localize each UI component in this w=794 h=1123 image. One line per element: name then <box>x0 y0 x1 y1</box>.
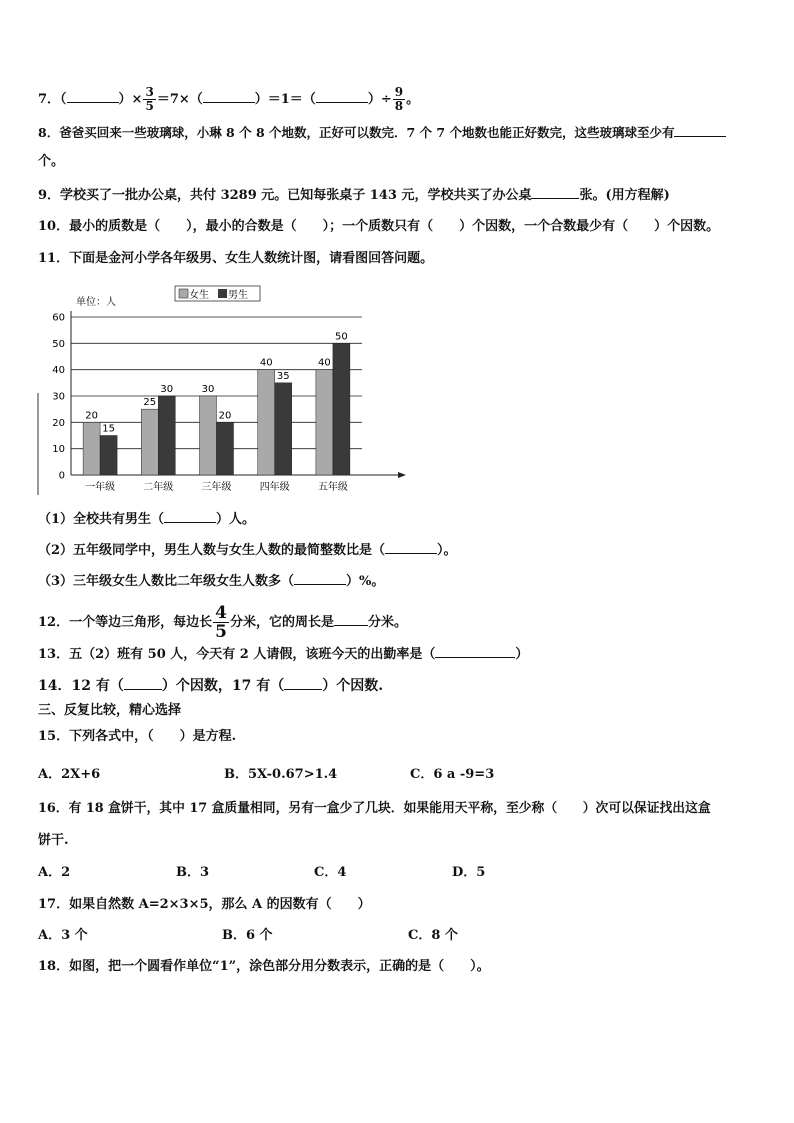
y-tick-label: 0 <box>58 470 65 482</box>
option-c[interactable]: C．8 个 <box>408 928 458 943</box>
bar-female <box>141 409 158 475</box>
bar-male <box>275 383 292 475</box>
option-a[interactable]: A．2X+6 <box>38 767 101 782</box>
y-tick-label: 40 <box>52 365 65 377</box>
question-18: 18．如图，把一个圆看作单位“1”，涂色部分用分数表示，正确的是（ ）。 <box>38 959 490 974</box>
x-tick-label: 一年级 <box>85 482 116 493</box>
option-b[interactable]: B．3 <box>176 865 210 880</box>
question-17: 17．如果自然数 A=2×3×5，那么 A 的因数有（ ） <box>38 897 371 912</box>
answer-blank[interactable] <box>385 541 437 554</box>
question-10: 10．最小的质数是（ ），最小的合数是（ ）；一个质数只有（ ）个因数，一个合数最少有（ ）个因数。 <box>38 219 720 234</box>
data-label: 20 <box>218 410 232 422</box>
option-a[interactable]: A．3 个 <box>38 928 88 943</box>
answer-blank[interactable] <box>334 613 368 626</box>
answer-blank[interactable] <box>294 572 346 585</box>
bar-female <box>83 422 100 475</box>
legend-swatch-male <box>218 289 227 298</box>
bar-male <box>333 343 350 475</box>
legend-label-male: 男生 <box>228 290 248 301</box>
y-tick-label: 60 <box>52 312 65 324</box>
x-tick-label: 三年级 <box>201 482 232 493</box>
question-11-sub2: （2）五年级同学中，男生人数与女生人数的最简整数比是（ ）。 <box>38 543 457 558</box>
question-16-line2: 饼干. <box>38 833 69 848</box>
data-label: 50 <box>335 331 348 343</box>
data-label: 15 <box>102 423 115 435</box>
bar-chart <box>36 283 416 501</box>
data-label: 30 <box>160 384 174 395</box>
question-11-sub3: （3）三年级女生人数比二年级女生人数多（ ）%。 <box>38 574 385 589</box>
option-b[interactable]: B．5X-0.67>1.4 <box>224 767 338 782</box>
question-17-options <box>38 927 458 945</box>
question-7: 7．（ ）× $\frac{3}{5}$ ＝7×（ ）＝1＝（ ）÷ $\frac{9}{8}$ 。 <box>38 85 420 113</box>
x-tick-label: 四年级 <box>259 482 290 493</box>
question-8: 8．爸爸买回来一些玻璃球，小琳 8 个 8 个地数，正好可以数完．7 个 7 个地数也能正好数完，这些玻璃球至少有 <box>38 124 726 142</box>
data-label: 35 <box>276 370 290 382</box>
chart-bars <box>83 343 350 475</box>
x-tick-label: 二年级 <box>143 482 174 493</box>
question-12: 12．一个等边三角形，每边长 $\frac{4}{5}$ 分米，它的周长是 分米。 <box>38 603 407 642</box>
question-14: 14．12 有（ ）个因数，17 有（ ）个因数. <box>38 678 384 694</box>
y-tick-label: 20 <box>52 417 65 429</box>
answer-blank[interactable] <box>203 90 255 103</box>
bar-male <box>158 396 175 475</box>
question-11: 11．下面是金河小学各年级男、女生人数统计图，请看图回答问题。 <box>38 251 434 266</box>
data-label: 40 <box>259 357 273 369</box>
x-tick-label: 五年级 <box>317 482 348 493</box>
option-c[interactable]: C．6 a -9=3 <box>410 767 495 782</box>
y-tick-label: 10 <box>52 444 65 456</box>
bar-male <box>100 436 117 476</box>
question-11-sub1: （1）全校共有男生（ ）人。 <box>38 512 256 527</box>
fraction-3-5: $\frac{3}{5}$ <box>145 85 154 113</box>
question-16: 16．有 18 盒饼干，其中 17 盒质量相同，另有一盒少了几块．如果能用天平称，至少称（ ）次可以保证找出这盒 <box>38 801 711 816</box>
answer-blank[interactable] <box>67 90 119 103</box>
legend-swatch-female <box>179 289 188 298</box>
option-b[interactable]: B．6 个 <box>222 928 273 943</box>
y-tick-label: 50 <box>52 338 65 350</box>
x-axis-arrow <box>398 472 406 478</box>
legend-label-female: 女生 <box>189 290 209 301</box>
answer-blank[interactable] <box>284 677 322 690</box>
answer-blank[interactable] <box>674 124 726 137</box>
answer-blank[interactable] <box>164 510 216 523</box>
question-15: 15．下列各式中，（ ）是方程. <box>38 729 237 744</box>
fraction-4-5: $\frac{4}{5}$ <box>215 603 227 642</box>
data-label: 25 <box>143 397 157 409</box>
question-9: 9．学校买了一批办公桌，共付 3289 元。已知每张桌子 143 元，学校共买了办公桌 张。(用方程解) <box>38 188 670 203</box>
question-8-line2: 个。 <box>38 154 65 169</box>
unit-label: 单位：人 <box>76 297 116 308</box>
answer-blank[interactable] <box>316 90 368 103</box>
data-label: 40 <box>318 357 331 369</box>
data-label: 20 <box>85 410 98 422</box>
option-d[interactable]: D．5 <box>452 865 486 880</box>
bar-female <box>316 370 333 475</box>
fraction-9-8: $\frac{9}{8}$ <box>394 85 404 113</box>
question-15-options <box>38 766 494 784</box>
y-tick-label: 30 <box>52 391 65 403</box>
answer-blank[interactable] <box>124 677 162 690</box>
question-16-options <box>38 864 485 882</box>
bar-female <box>258 370 275 475</box>
section-heading: 三、反复比较，精心选择 <box>38 703 182 718</box>
answer-blank[interactable] <box>531 186 579 199</box>
question-13: 13．五（2）班有 50 人，今天有 2 人请假，该班今天的出勤率是（ ） <box>38 647 529 662</box>
option-c[interactable]: C．4 <box>314 865 347 880</box>
option-a[interactable]: A．2 <box>38 865 71 880</box>
bar-female <box>200 396 217 475</box>
bar-male <box>217 422 234 475</box>
data-label: 30 <box>201 384 215 395</box>
answer-blank[interactable] <box>435 645 515 658</box>
